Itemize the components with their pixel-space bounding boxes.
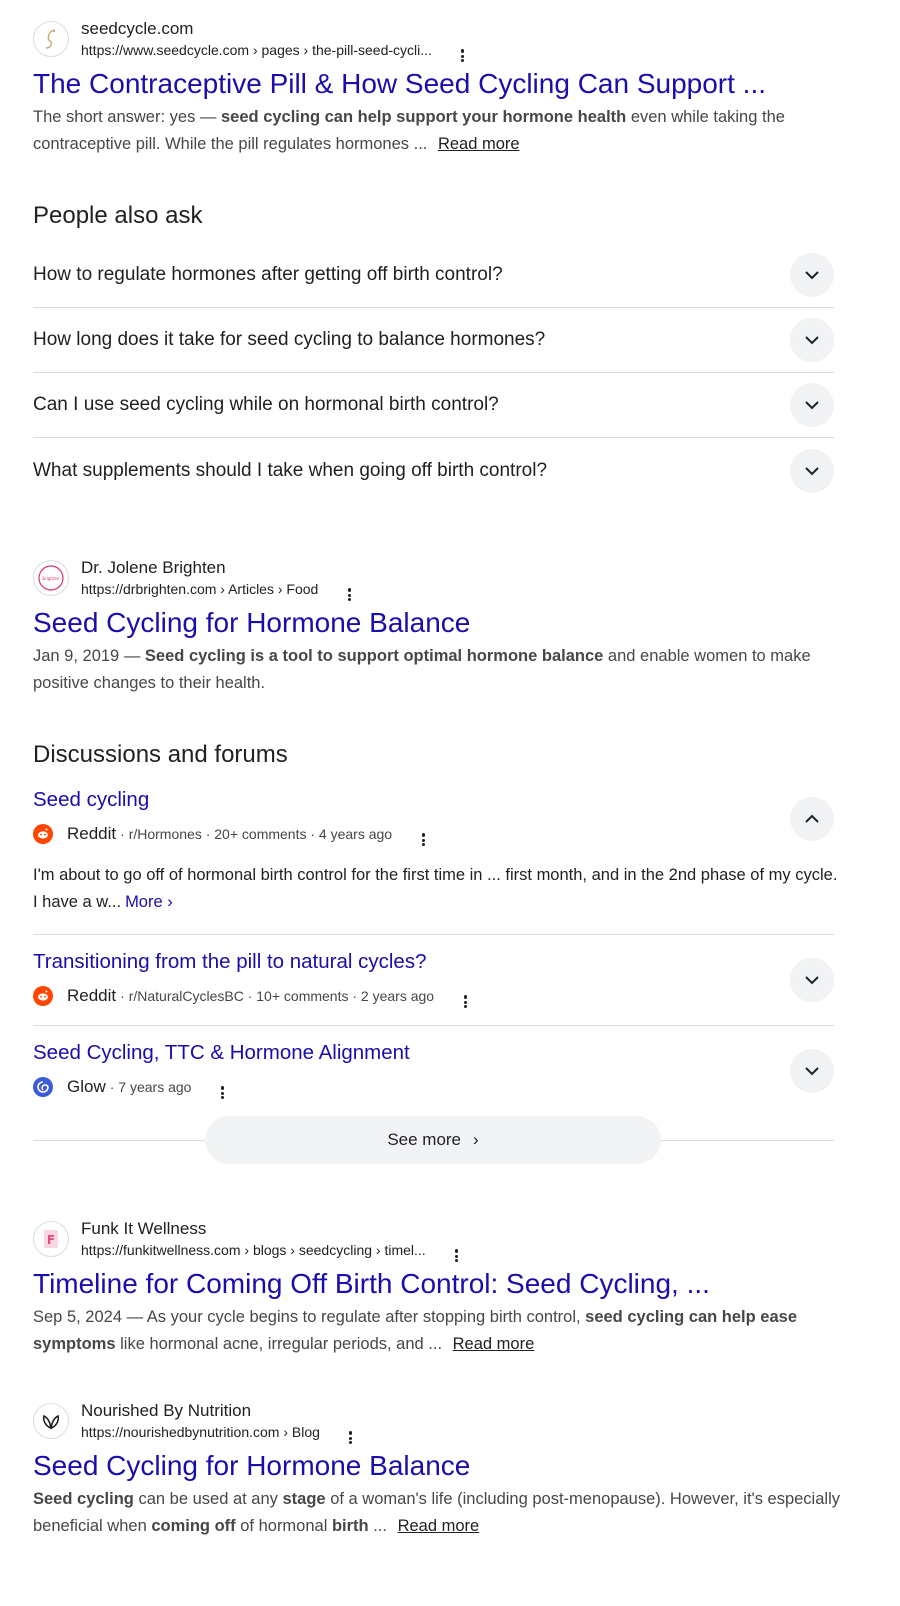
chevron-right-icon: ›: [473, 1130, 479, 1149]
chevron-down-icon[interactable]: [790, 1049, 834, 1093]
forum-source: Reddit: [67, 824, 117, 843]
forum-details: · 7 years ago: [109, 1079, 192, 1095]
more-link[interactable]: More ›: [125, 893, 173, 911]
paa-question[interactable]: What supplements should I take when going off birth control?: [33, 438, 834, 503]
forum-item: [33, 948, 834, 1008]
more-options-icon[interactable]: [213, 1077, 231, 1097]
chevron-down-icon[interactable]: [790, 958, 834, 1002]
more-options-icon[interactable]: [456, 986, 474, 1006]
paa-question[interactable]: How long does it take for seed cycling to balance hormones?: [33, 308, 834, 373]
glow-icon: [33, 1077, 53, 1097]
nourished-favicon-icon: [33, 1403, 69, 1439]
site-name: Dr. Jolene Brighten: [81, 558, 226, 577]
result-title-link[interactable]: The Contraceptive Pill & How Seed Cycling Can Support ...: [33, 68, 767, 99]
result-title-link[interactable]: Seed Cycling for Hormone Balance: [33, 607, 471, 638]
search-result-nourishedbynutrition: [33, 1398, 843, 1540]
result-source[interactable]: [33, 1216, 843, 1262]
result-source[interactable]: [33, 16, 843, 62]
more-options-icon[interactable]: [454, 40, 472, 60]
search-result-seedcycle: [33, 16, 843, 158]
result-url: https://www.seedcycle.com › pages › the-pill-seed-cycli...: [81, 42, 432, 58]
result-snippet: Jan 9, 2019 — Seed cycling is a tool to support optimal hormone balance and enable women to make positive changes to their health.: [33, 647, 811, 692]
chevron-up-icon[interactable]: [790, 797, 834, 841]
more-options-icon[interactable]: [448, 1240, 466, 1260]
search-result-drbrighten: [33, 555, 843, 697]
chevron-down-icon[interactable]: [790, 383, 834, 427]
funkitwellness-favicon-icon: [33, 1221, 69, 1257]
forum-details: · r/Hormones · 20+ comments · 4 years ago: [120, 826, 393, 842]
discussions-heading: Discussions and forums: [33, 741, 288, 768]
svg-text:F: F: [46, 1233, 56, 1247]
forum-item: [33, 786, 838, 916]
result-url: https://nourishedbynutrition.com › Blog: [81, 1424, 320, 1440]
forum-source: Glow: [67, 1077, 106, 1096]
forum-title-link[interactable]: Transitioning from the pill to natural cycles?: [33, 950, 427, 973]
result-title-link[interactable]: Timeline for Coming Off Birth Control: Seed Cycling, ...: [33, 1268, 710, 1299]
reddit-icon: [33, 824, 53, 844]
divider: [33, 934, 834, 935]
people-also-ask-list: [33, 243, 834, 503]
svg-text:brighten: brighten: [42, 576, 60, 581]
result-snippet: Seed cycling can be used at any stage of a woman's life (including post-menopause). However, it's especially beneficial when coming off of hormonal birth ... Read more: [33, 1490, 840, 1535]
forum-title-link[interactable]: Seed Cycling, TTC & Hormone Alignment: [33, 1041, 410, 1064]
drbrighten-favicon-icon: [33, 560, 69, 596]
site-name: seedcycle.com: [81, 19, 194, 38]
result-snippet: Sep 5, 2024 — As your cycle begins to regulate after stopping birth control, seed cycling can help ease symptoms like hormonal acne, irregular periods, and ... Read more: [33, 1308, 798, 1353]
read-more-link[interactable]: Read more: [452, 1335, 535, 1353]
paa-question[interactable]: Can I use seed cycling while on hormonal birth control?: [33, 373, 834, 438]
forum-details: · r/NaturalCyclesBC · 10+ comments · 2 years ago: [120, 988, 435, 1004]
divider: [33, 1025, 834, 1026]
more-options-icon[interactable]: [414, 824, 432, 844]
see-more-container: [33, 1116, 834, 1164]
result-source[interactable]: [33, 555, 843, 601]
search-result-funkitwellness: [33, 1216, 843, 1358]
chevron-down-icon[interactable]: [790, 318, 834, 362]
site-name: Nourished By Nutrition: [81, 1401, 252, 1420]
more-options-icon[interactable]: [340, 579, 358, 599]
chevron-down-icon[interactable]: [790, 253, 834, 297]
people-also-ask-heading: People also ask: [33, 202, 203, 229]
result-source[interactable]: [33, 1398, 843, 1444]
read-more-link[interactable]: Read more: [437, 135, 520, 153]
result-title-link[interactable]: Seed Cycling for Hormone Balance: [33, 1450, 471, 1481]
more-options-icon[interactable]: [342, 1422, 360, 1442]
chevron-down-icon[interactable]: [790, 449, 834, 493]
see-more-button[interactable]: See more ›: [205, 1116, 661, 1164]
read-more-link[interactable]: Read more: [397, 1517, 480, 1535]
forum-source: Reddit: [67, 986, 117, 1005]
seedcycle-favicon-icon: [33, 21, 69, 57]
reddit-icon: [33, 986, 53, 1006]
result-snippet: The short answer: yes — seed cycling can help support your hormone health even while taking the contraceptive pill. While the pill regulates hormones ... Read more: [33, 108, 785, 153]
paa-question[interactable]: How to regulate hormones after getting off birth control?: [33, 243, 834, 308]
forum-title-link[interactable]: Seed cycling: [33, 788, 150, 811]
site-name: Funk It Wellness: [81, 1219, 207, 1238]
forum-excerpt: I'm about to go off of hormonal birth control for the first time in ... first month, and in the 2nd phase of my cycle. I have a w... More ›: [33, 866, 838, 911]
result-url: https://drbrighten.com › Articles › Food: [81, 581, 319, 597]
result-url: https://funkitwellness.com › blogs › seedcycling › timel...: [81, 1242, 426, 1258]
forum-item: [33, 1039, 834, 1099]
